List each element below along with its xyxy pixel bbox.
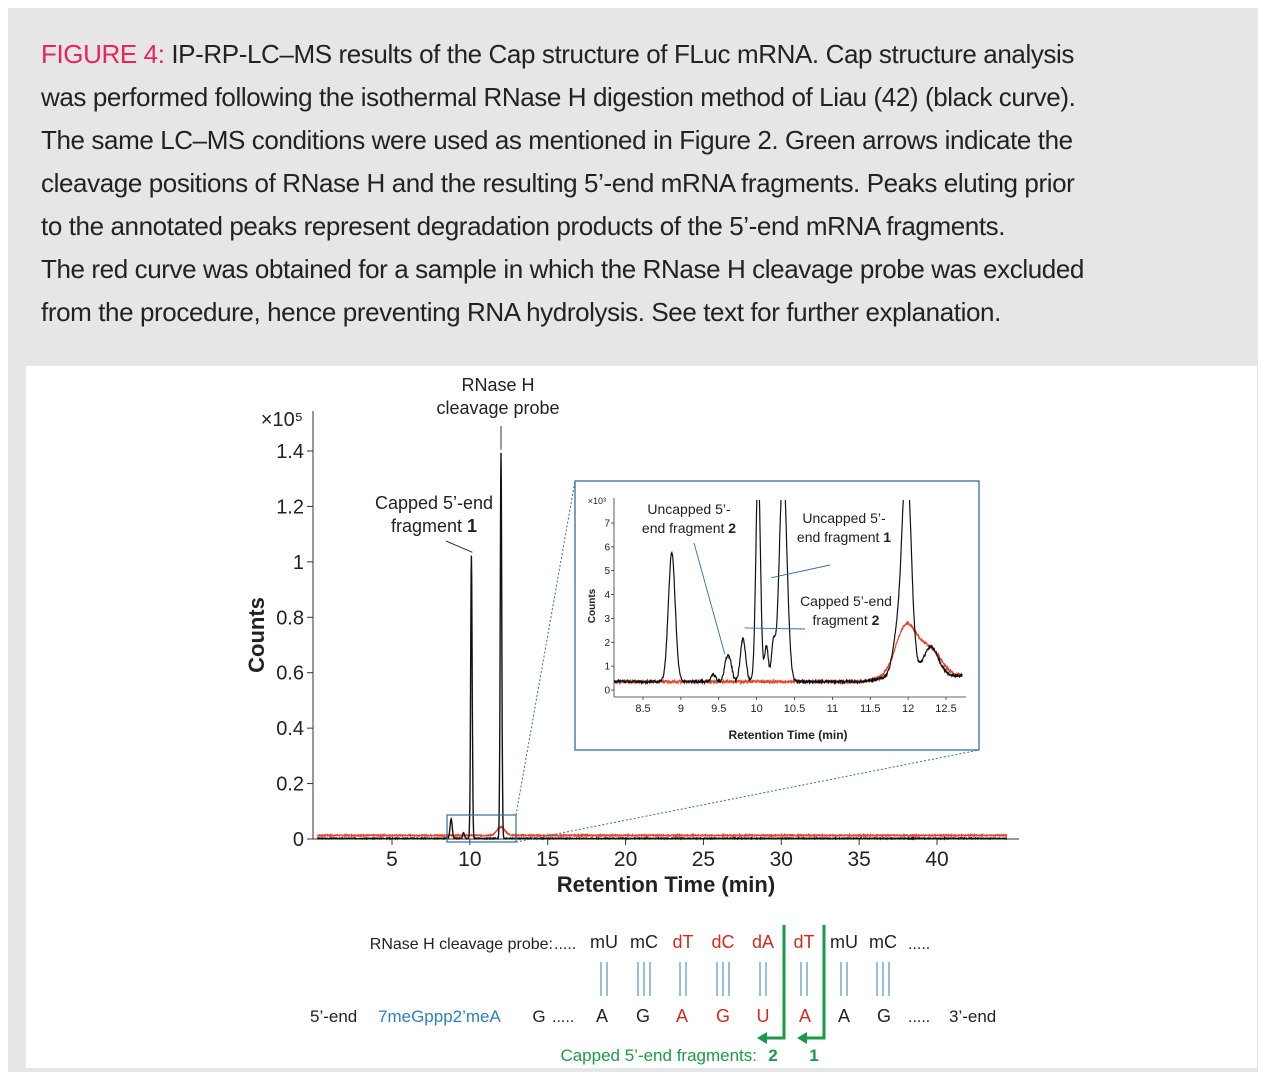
inset-y-tick-label: 7 [604,518,610,530]
mrna-base: G [876,1006,892,1026]
probe-dots-right: ..... [908,936,931,953]
annotation-line: Capped 5’-end [374,493,494,513]
mrna-dots-left: ..... [552,1009,575,1026]
annotation-line: Uncapped 5’- [802,510,886,526]
y-tick-label: 0.6 [276,662,304,685]
y-tick-label: 1.2 [276,496,304,519]
annotation-line: end fragment [796,529,884,545]
annotation-probe [436,375,559,418]
annotation-line: Uncapped 5’- [647,501,731,517]
caption-line-7: from the procedure, hence preventing RNA hydrolysis. See text for further explanation. [41,297,1001,327]
probe-base: mC [869,932,897,952]
x-axis-label: Retention Time (min) [556,872,776,897]
y-tick-label: 0.2 [276,773,304,796]
probe-base: dA [751,932,775,952]
zoom-link [516,481,575,815]
y-axis-label: Counts [244,597,269,673]
series-line-control [317,827,1007,836]
probe-base: dT [793,932,815,952]
probe-label: RNase H cleavage probe: [369,936,553,953]
inset-y-tick-label: 3 [604,613,610,625]
caption-line-6: The red curve was obtained for a sample in which the RNase H cleavage probe was excluded [41,254,1084,284]
mrna-5-end: 5’-end [310,1007,358,1026]
caption-line-4: cleavage positions of RNase H and the resulting 5’-end mRNA fragments. Peaks eluting prior [41,168,1075,198]
inset-y-tick-label: 6 [604,542,610,554]
annotation-line: fragment [390,516,468,536]
mrna-first-base: G [532,1007,546,1026]
mrna-base: G [635,1006,651,1026]
mrna-dots-right: ..... [908,1009,931,1026]
annotation-line: fragment [812,612,872,628]
fragments-label: Capped 5’-end fragments: [560,1046,757,1065]
inset-y-tick-label: 4 [604,590,610,602]
caption-line-1-text: IP-RP-LC–MS results of the Cap structure of FLuc mRNA. Cap structure analysis [171,39,1074,69]
sequence-diagram [310,925,996,1065]
y-tick-label: 0 [292,829,304,851]
x-tick-label: 20 [613,848,638,871]
annotation-line: end fragment [641,520,729,536]
inset-y-tick-label: 0 [604,685,610,697]
x-tick-label: 35 [847,848,871,871]
probe-base: mU [590,932,618,952]
y-tick-label: 0.8 [276,607,304,630]
mrna-base: U [756,1006,770,1026]
inset-x-tick-label: 11 [826,703,839,715]
inset-x-tick-label: 10 [750,703,763,715]
inset-x-tick-label: 8.5 [635,703,651,715]
mrna-base: A [837,1006,851,1026]
annotation-line: RNase H [461,375,535,395]
caption-line-2: was performed following the isothermal RNase H digestion method of Liau (42) (black curve). [41,82,1076,112]
chart-panel [26,366,1257,1068]
inset-x-tick-label: 12 [902,703,915,715]
annotation-line: cleavage probe [436,398,560,418]
fragment-number: 2 [768,1046,778,1065]
zoom-link [516,750,979,842]
probe-dots-left: ..... [554,936,577,953]
y-tick-label: 1.4 [276,441,304,463]
inset-x-tick-label: 10.5 [783,703,806,715]
x-tick-label: 25 [691,848,716,871]
mrna-base: A [675,1006,689,1026]
arrowhead [797,1032,807,1044]
figure-frame [8,8,1258,1072]
arrowhead [757,1032,767,1044]
chromatogram-figure [26,366,1257,1068]
annotation-bold: 2 [728,520,737,536]
x-tick-label: 30 [769,848,793,871]
inset-y-multiplier: ×10³ [587,496,606,506]
inset-chart [575,457,979,750]
mrna-base: G [715,1006,731,1026]
inset-y-axis-label: Counts [587,588,598,624]
annotation-capped-1 [375,493,493,536]
annotation-line: Capped 5’-end [800,593,892,609]
mrna-3-end: 3’-end [949,1007,997,1026]
inset-x-tick-label: 9 [677,703,684,715]
x-tick-label: 40 [925,848,949,871]
caption-line-1 [41,33,1241,76]
inset-x-tick-label: 9.5 [711,703,727,715]
y-multiplier: ×10⁵ [260,409,303,431]
figure-label: FIGURE 4: [41,39,165,69]
inset-x-tick-label: 11.5 [859,703,881,715]
annotation-bold: 2 [871,612,880,628]
inset-x-tick-label: 12.5 [935,703,957,715]
mrna-base: A [798,1006,812,1026]
y-tick-label: 1 [292,551,304,574]
annotation-leader [446,541,472,552]
mrna-base: A [595,1006,609,1026]
probe-base: mC [630,932,658,952]
inset-y-tick-label: 2 [604,637,610,649]
y-tick-label: 0.4 [276,718,304,741]
probe-base: dC [711,932,735,952]
x-tick-label: 10 [458,848,482,871]
x-tick-label: 5 [386,848,398,871]
probe-base: dT [672,932,694,952]
inset-y-tick-label: 5 [604,566,610,578]
inset-y-tick-label: 1 [604,661,610,673]
caption-line-3: The same LC–MS conditions were used as mentioned in Figure 2. Green arrows indicate the [41,125,1073,155]
annotation-bold: 1 [467,516,478,536]
x-tick-label: 15 [536,848,560,871]
figure-caption [41,33,1241,334]
probe-base: mU [830,932,858,952]
annotation-bold: 1 [883,529,892,545]
inset-x-axis-label: Retention Time (min) [728,728,848,742]
cap-structure: 7meGppp2’meA [378,1007,501,1026]
fragment-number: 1 [809,1046,819,1065]
caption-line-5: to the annotated peaks represent degradation products of the 5’-end mRNA fragments. [41,211,1006,241]
